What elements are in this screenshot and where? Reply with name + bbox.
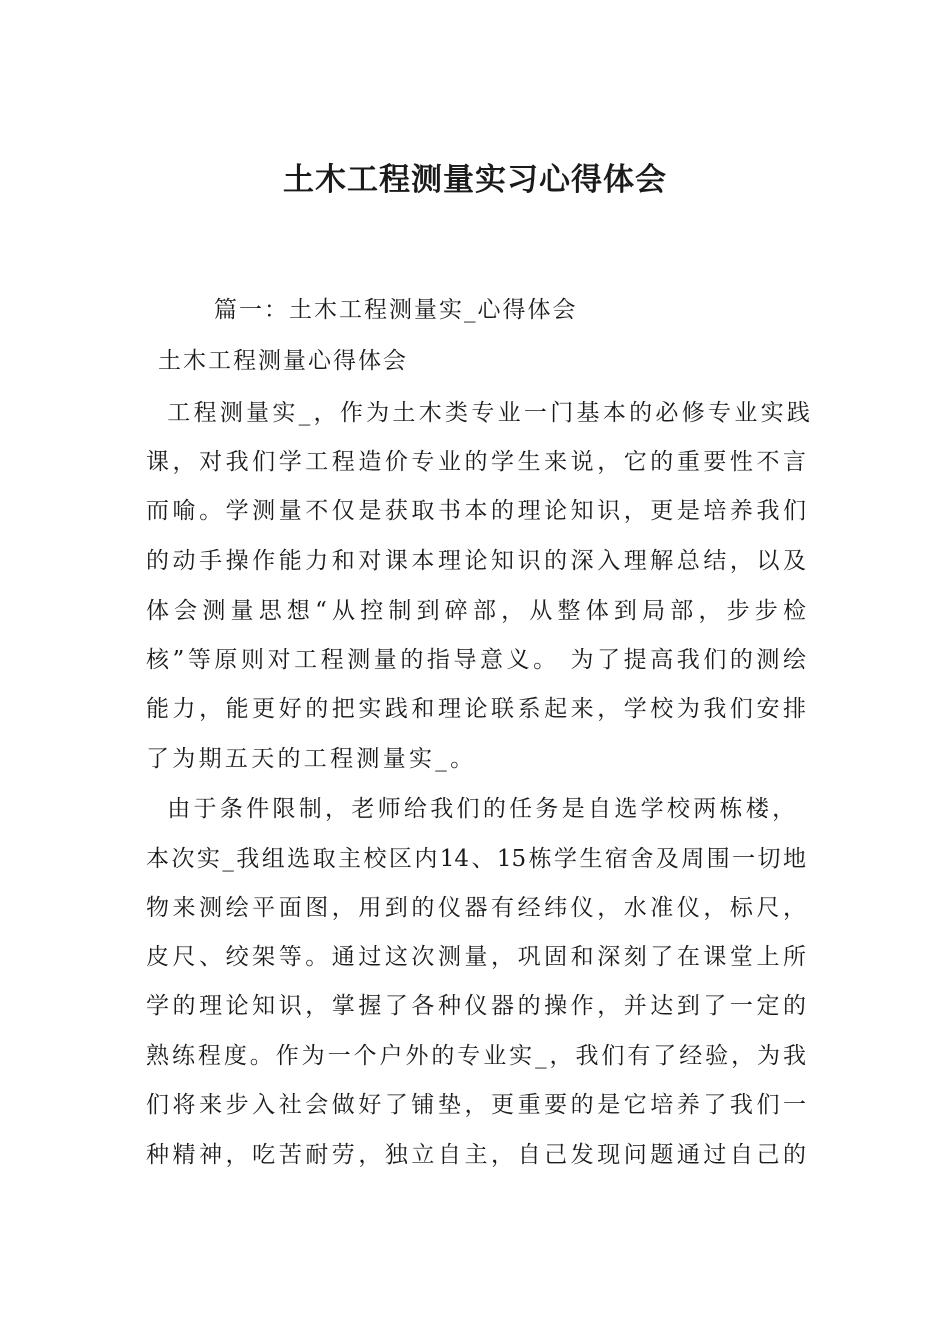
paragraph-line: 体会测量思想“从控制到碎部，从整体到局部，步步检 <box>146 598 806 624</box>
paragraph-line: 课，对我们学工程造价专业的学生来说，它的重要性不言 <box>146 449 806 475</box>
paragraph-line: 的动手操作能力和对课本理论知识的深入理解总结，以及 <box>146 548 806 574</box>
paragraph-line: 皮尺、绞架等。通过这次测量，巩固和深刻了在课堂上所 <box>146 944 806 970</box>
paragraph-line: 种精神，吃苦耐劳，独立自主，自己发现问题通过自己的 <box>146 1142 806 1168</box>
paragraph-line: 能力，能更好的把实践和理论联系起来，学校为我们安排 <box>146 696 806 722</box>
paragraph-line: 由于条件限制，老师给我们的任务是自选学校两栋楼， <box>146 796 799 822</box>
document-title: 土木工程测量实习心得体会 <box>283 162 667 198</box>
sub-heading: 土木工程测量心得体会 <box>158 348 408 374</box>
section-heading: 篇一：土木工程测量实_心得体会 <box>214 297 578 323</box>
paragraph-line: 学的理论知识，掌握了各种仪器的操作，并达到了一定的 <box>146 993 806 1019</box>
paragraph-line: 们将来步入社会做好了铺垫，更重要的是它培养了我们一 <box>146 1092 806 1118</box>
paragraph-line: 熟练程度。作为一个户外的专业实_，我们有了经验，为我 <box>146 1043 806 1069</box>
paragraph-line: 本次实_我组选取主校区内14、15栋学生宿舍及周围一切地 <box>146 846 806 872</box>
paragraph-line: 工程测量实_，作为土木类专业一门基本的必修专业实践 <box>146 400 814 426</box>
paragraph-line: 了为期五天的工程测量实_。 <box>146 746 477 772</box>
paragraph-line: 物来测绘平面图，用到的仪器有经纬仪，水准仪，标尺， <box>146 895 806 921</box>
paragraph-line: 核”等原则对工程测量的指导意义。 为了提高我们的测绘 <box>146 647 806 673</box>
paragraph-line: 而喻。学测量不仅是获取书本的理论知识，更是培养我们 <box>146 498 806 524</box>
